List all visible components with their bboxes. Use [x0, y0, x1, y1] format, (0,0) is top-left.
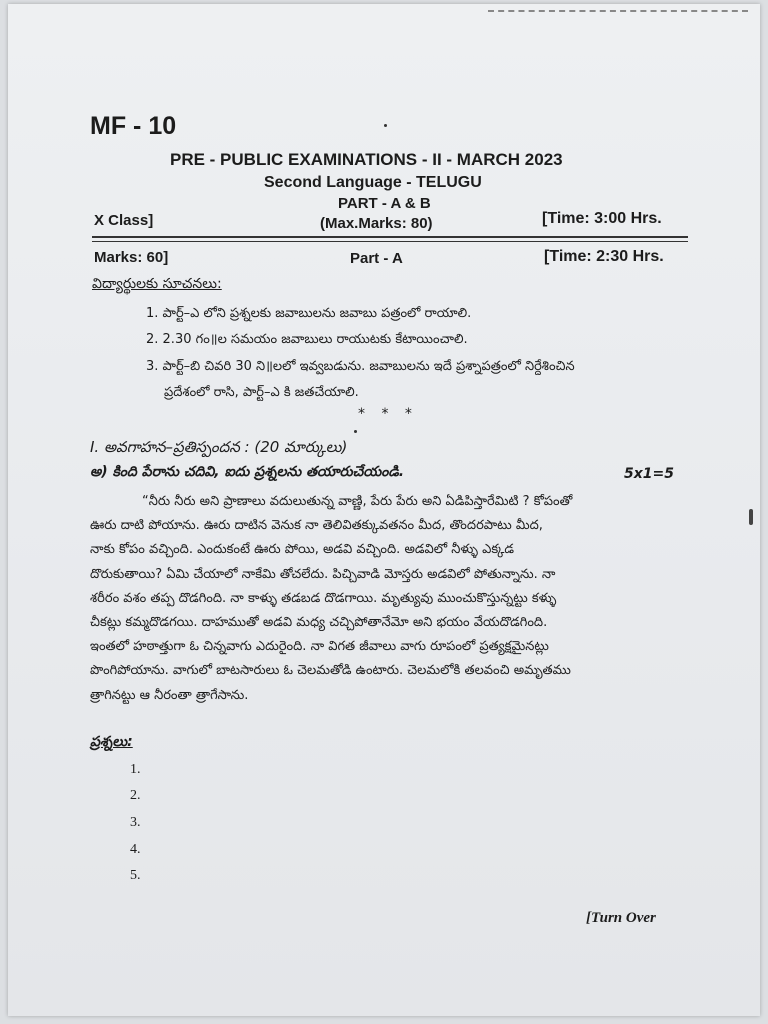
header-divider-thin	[92, 241, 688, 242]
parts-label: PART - A & B	[338, 195, 431, 212]
passage-line: పొంగిపోయాను. వాగులో బాటసారులు ఓ చెలమతోడి ఉంటారు. చెలమలోకి తలవంచి అమృతము	[90, 663, 571, 679]
question-text: అ) కింది పేరాను చదివి, ఐదు ప్రశ్నలను తయారుచేయండి.	[90, 464, 405, 480]
exam-title: PRE - PUBLIC EXAMINATIONS - II - MARCH 2023	[170, 150, 563, 169]
instruction-item: 2. 2.30 గం॥ల సమయం జవాబులు రాయుటకు కేటాయించాలి.	[146, 332, 468, 347]
subject-title: Second Language - TELUGU	[264, 174, 482, 191]
part-a-time: [Time: 2:30 Hrs.	[544, 248, 664, 265]
answer-number: 4.	[130, 842, 141, 857]
turn-over-note: [Turn Over	[586, 910, 656, 926]
passage-line: ఊరు దాటి పోయాను. ఊరు దాటిన వెనుక నా తెలివితక్కువతనం మీద, తొందరపాటు మీద,	[90, 518, 543, 534]
passage-line: త్రాగినట్టు ఆ నీరంతా త్రాగేసాను.	[90, 687, 249, 703]
questions-heading: ప్రశ్నలు:	[90, 734, 133, 750]
separator-stars: * * *	[358, 406, 418, 422]
staple-mark	[749, 509, 753, 525]
answer-number: 3.	[130, 815, 141, 830]
passage-line: “నీరు నీరు అని ప్రాణాలు వదులుతున్న వాణ్ణి, పేరు పేరు అని ఏడిపిస్తారేమిటి ? కోపంతో	[142, 494, 573, 509]
answer-number: 2.	[130, 788, 141, 803]
passage-line: నాకు కోపం వచ్చింది. ఎందుకంటే ఊరు పోయి, అడవి వచ్చింది. అడవిలో నీళ్ళు ఎక్కడ	[90, 542, 515, 558]
total-time: [Time: 3:00 Hrs.	[542, 210, 662, 227]
max-marks: (Max.Marks: 80)	[320, 215, 433, 232]
ink-dot	[354, 430, 357, 433]
instruction-item: 3. పార్ట్–బి చివరి 30 ని॥లలో ఇవ్వబడును. జవాబులను ఇదే ప్రశ్నాపత్రంలో నిర్దేశించిన	[146, 359, 575, 374]
instructions-heading: విద్యార్థులకు సూచనలు:	[92, 276, 222, 292]
answer-number: 5.	[130, 868, 141, 883]
part-a-marks: Marks: 60]	[94, 249, 169, 266]
header-divider	[92, 236, 688, 238]
torn-edge-marks	[488, 10, 748, 12]
answer-number: 1.	[130, 762, 141, 777]
question-marks: 5x1=5	[624, 466, 674, 482]
class-label: X Class]	[94, 212, 154, 229]
instruction-item: 1. పార్ట్–ఎ లోని ప్రశ్నలకు జవాబులను జవాబు పత్రంలో రాయాలి.	[146, 306, 472, 321]
passage-line: చీకట్లు కమ్మదొడగయి. దాహముతో అడవి మధ్య చచ్చిపోతానేమో అని భయం వేయదొడగింది.	[90, 615, 548, 631]
exam-paper-sheet	[8, 4, 760, 1016]
instruction-item: ప్రదేశంలో రాసి, పార్ట్–ఎ కి జతచేయాలి.	[164, 385, 359, 400]
paper-code: MF - 10	[90, 112, 177, 140]
ink-dot	[384, 124, 387, 127]
passage-line: ఇంతలో హఠాత్తుగా ఓ చిన్నవాగు ఎదురైంది. నా విగత జీవాలు వాగు రూపంలో ప్రత్యక్షమైనట్లు	[90, 639, 549, 655]
section-heading: I. అవగాహన–ప్రతిస్పందన : (20 మార్కులు)	[90, 438, 348, 456]
part-a-label: Part - A	[350, 250, 403, 267]
passage-line: దొరుకుతాయి? ఏమి చేయాలో నాకేమి తోచలేదు. పిచ్చివాడి మోస్తరు అడవిలో పోతున్నాను. నా	[90, 566, 556, 582]
passage	[90, 490, 572, 708]
passage-line: శరీరం వశం తప్ప దొడగింది. నా కాళ్ళు తడబడ దొడగాయి. మృత్యువు ముంచుకొస్తున్నట్టు కళ్ళు	[90, 590, 557, 606]
